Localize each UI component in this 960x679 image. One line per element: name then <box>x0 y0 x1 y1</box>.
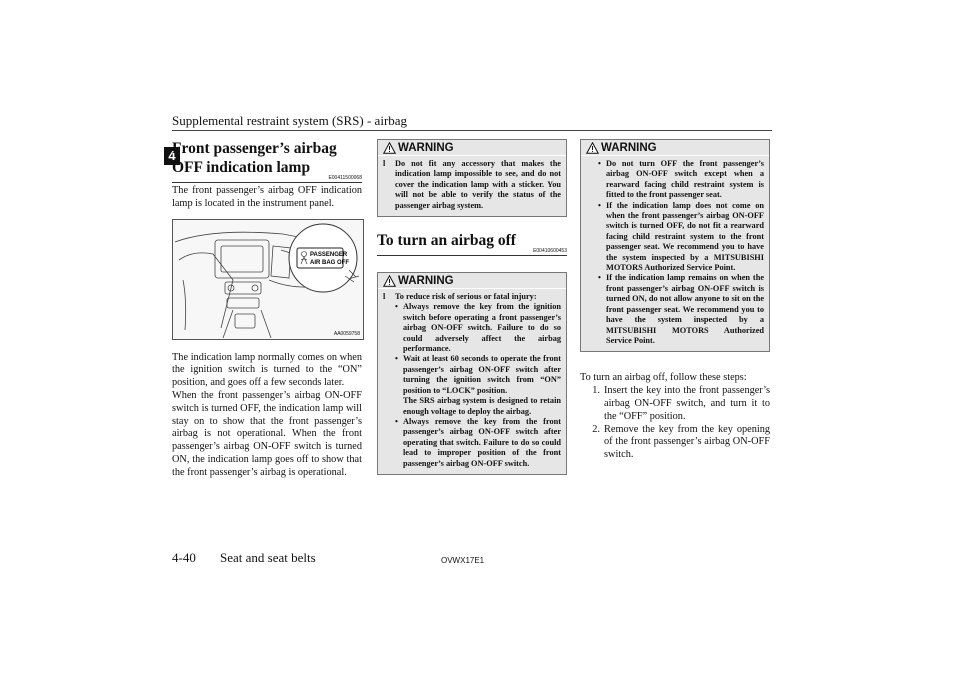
bullet-marker: l <box>383 159 386 168</box>
step-text: Insert the key into the front passenger’s airbag ON-OFF switch, and turn it to the “OFF” position. <box>604 385 770 422</box>
warning-header <box>581 140 769 156</box>
steps-intro: To turn an airbag off, follow these steps: <box>580 372 747 384</box>
warning-subitem <box>383 354 561 396</box>
chapter-tab: 4 <box>164 147 180 165</box>
warning-subitem <box>586 201 764 274</box>
warning-header <box>378 140 566 156</box>
warning-label: WARNING <box>398 141 454 154</box>
warning-subtext: Do not turn OFF the front passenger’s airbag ON-OFF switch except when a rearward facing child restraint system is fitted to the front passenger seat. <box>606 159 764 200</box>
warning-subitem <box>586 273 764 346</box>
warning-box-injury <box>377 272 567 475</box>
section-code: E00411500068 <box>172 175 362 183</box>
warning-triangle-icon <box>383 142 396 154</box>
figure-label-airbag-off: AIR BAG OFF <box>310 259 349 266</box>
instrument-panel-figure <box>172 219 364 340</box>
warning-subitem <box>383 302 561 354</box>
figure-code: AA0059758 <box>333 330 360 337</box>
footer-doc-code: OVWX17E1 <box>441 556 485 565</box>
sub-bullet: • <box>598 273 601 283</box>
warning-subtext: If the indication lamp remains on when the front passenger’s airbag ON-OFF switch is turned ON, do not allow anyone to sit on the front passenger seat. We recommend you to have the system inspected by a MITSUBISHI MOTORS Authorized Service Point. <box>606 273 764 345</box>
column-middle <box>377 139 567 475</box>
sub-bullet: • <box>598 159 601 168</box>
running-header: Supplemental restraint system (SRS) - airbag <box>172 113 408 128</box>
warning-triangle-icon <box>383 275 396 287</box>
warning-subtext: Always remove the key from the front passenger’s airbag ON-OFF switch after operating that switch. Failure to do so could lead to improper position of the front passenger’s airbag ON-OFF switch. <box>403 416 561 468</box>
header-rule <box>172 130 772 131</box>
warning-subtext: Wait at least 60 seconds to operate the front passenger’s airbag ON-OFF switch after turning the ignition switch from “ON” position to “LOCK” position. <box>403 354 561 395</box>
figure-label-passenger: PASSENGER <box>310 251 348 258</box>
intro-paragraph: The front passenger’s airbag OFF indication lamp is located in the instrument panel. <box>172 185 362 209</box>
paragraph-normal-operation: The indication lamp normally comes on when the ignition switch is turned to the “ON” position, and goes off a few seconds later. <box>172 351 362 389</box>
step-number: 1. <box>592 385 600 397</box>
warning-label: WARNING <box>601 141 657 154</box>
warning-subtext: Always remove the key from the ignition switch before operating a front passenger’s airbag ON-OFF switch. Failure to do so could adversely affect the airbag performance. <box>403 302 561 354</box>
warning-text: To reduce risk of serious or fatal injury: <box>395 292 537 302</box>
sub-bullet: • <box>395 302 398 312</box>
warning-subtext-continued: The SRS airbag system is designed to retain enough voltage to deploy the airbag. <box>403 396 561 416</box>
page-number: 4-40 <box>172 550 196 565</box>
warning-subitem <box>383 417 561 469</box>
step-item <box>580 385 770 423</box>
warning-text: Do not fit any accessory that makes the indication lamp impossible to see, and do not cover the indication lamp with a sticker. You will not be able to verify the status of the passenger airbag system. <box>395 159 561 210</box>
bullet-marker: l <box>383 292 386 302</box>
warning-header <box>378 273 566 289</box>
warning-subitem <box>586 159 764 201</box>
warning-triangle-icon <box>586 142 599 154</box>
step-number: 2. <box>592 423 600 435</box>
sub-bullet: • <box>395 354 398 364</box>
step-item <box>580 424 770 462</box>
warning-box-accessory <box>377 139 567 217</box>
warning-subtext: If the indication lamp does not come on when the front passenger’s airbag ON-OFF switch is turned OFF, do not fit a rearward facing child restraint system to the front passenger seat. We recommend you to have the system inspected by a MITSUBISHI MOTORS Authorized Service Point. <box>606 200 764 273</box>
warning-label: WARNING <box>398 274 454 287</box>
footer-section-title: Seat and seat belts <box>220 550 316 565</box>
step-text: Remove the key from the key opening of the front passenger’s airbag ON-OFF switch. <box>604 423 770 461</box>
sub-bullet: • <box>598 200 601 210</box>
section-title-indication-lamp: Front passenger’s airbag OFF indication lamp <box>172 140 337 176</box>
section-code-turn-off: E00410600453 <box>377 248 567 256</box>
paragraph-switch-off: When the front passenger’s airbag ON-OFF switch is turned OFF, the indication lamp will stay on to show that the front passenger’s airbag is not operational. When the front passenger’s airbag ON-OFF switch is turned ON, the indication lamp goes off to show that the front passenger’s airbag is operational. <box>172 389 362 478</box>
dashboard-illustration <box>173 220 363 339</box>
column-right <box>580 139 770 462</box>
warning-box-switch <box>580 139 770 352</box>
warning-item <box>383 159 561 211</box>
section-title-turn-off: To turn an airbag off <box>377 232 516 250</box>
sub-bullet: • <box>395 416 398 426</box>
column-left <box>172 139 362 480</box>
warning-item <box>383 292 561 302</box>
